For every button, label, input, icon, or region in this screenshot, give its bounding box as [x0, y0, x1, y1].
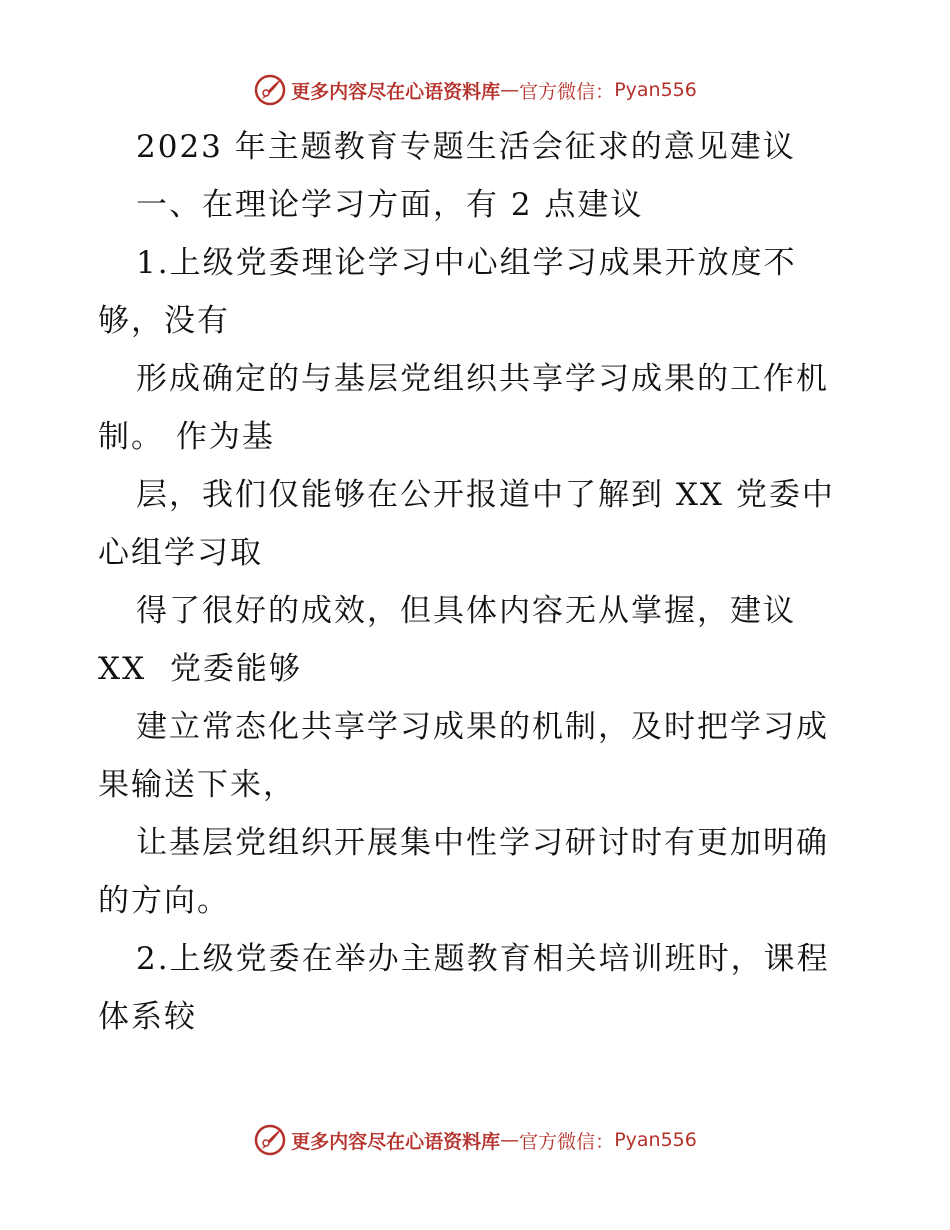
quill-logo-icon [253, 73, 287, 107]
paragraph-line: 的方向。 [98, 883, 230, 919]
banner-wechat-label: 官方微信： [519, 80, 615, 103]
banner-text: 更多内容尽在心语资料库 [291, 1130, 501, 1153]
section-heading: 一、在理论学习方面，有 2 点建议 [136, 187, 644, 223]
paragraph-line: 形成确定的与基层党组织共享学习成果的工作机 [136, 361, 829, 397]
paragraph-line: 层，我们仅能够在公开报道中了解到 XX 党委中 [136, 477, 835, 513]
paragraph-line: 让基层党组织开展集中性学习研讨时有更加明确 [136, 825, 829, 861]
paragraph-line: 够，没有 [98, 303, 230, 339]
paragraph-line: XX 党委能够 [98, 651, 302, 687]
banner-text: 更多内容尽在心语资料库 [291, 80, 501, 103]
banner-separator: — [500, 1129, 520, 1151]
paragraph-line: 制。 作为基 [98, 419, 275, 455]
paragraph-line: 体系较 [98, 999, 197, 1035]
paragraph-line: 心组学习取 [98, 535, 263, 571]
paragraph-line: 建立常态化共享学习成果的机制，及时把学习成 [136, 709, 829, 745]
banner-wechat-id: Pyan556 [614, 79, 697, 101]
paragraph-line: 果输送下来， [98, 767, 296, 803]
paragraph-line: 1.上级党委理论学习中心组学习成果开放度不 [136, 245, 797, 281]
header-banner [0, 70, 950, 110]
paragraph-line: 2.上级党委在举办主题教育相关培训班时，课程 [136, 941, 830, 977]
document-body [98, 118, 858, 1046]
banner-separator: — [500, 79, 520, 101]
paragraph-line: 得了很好的成效，但具体内容无从掌握，建议 [136, 593, 796, 629]
footer-banner [0, 1120, 950, 1160]
document-title: 2023 年主题教育专题生活会征求的意见建议 [136, 129, 796, 165]
banner-wechat-id: Pyan556 [614, 1129, 697, 1151]
quill-logo-icon [253, 1123, 287, 1157]
banner-wechat-label: 官方微信： [519, 1130, 615, 1153]
